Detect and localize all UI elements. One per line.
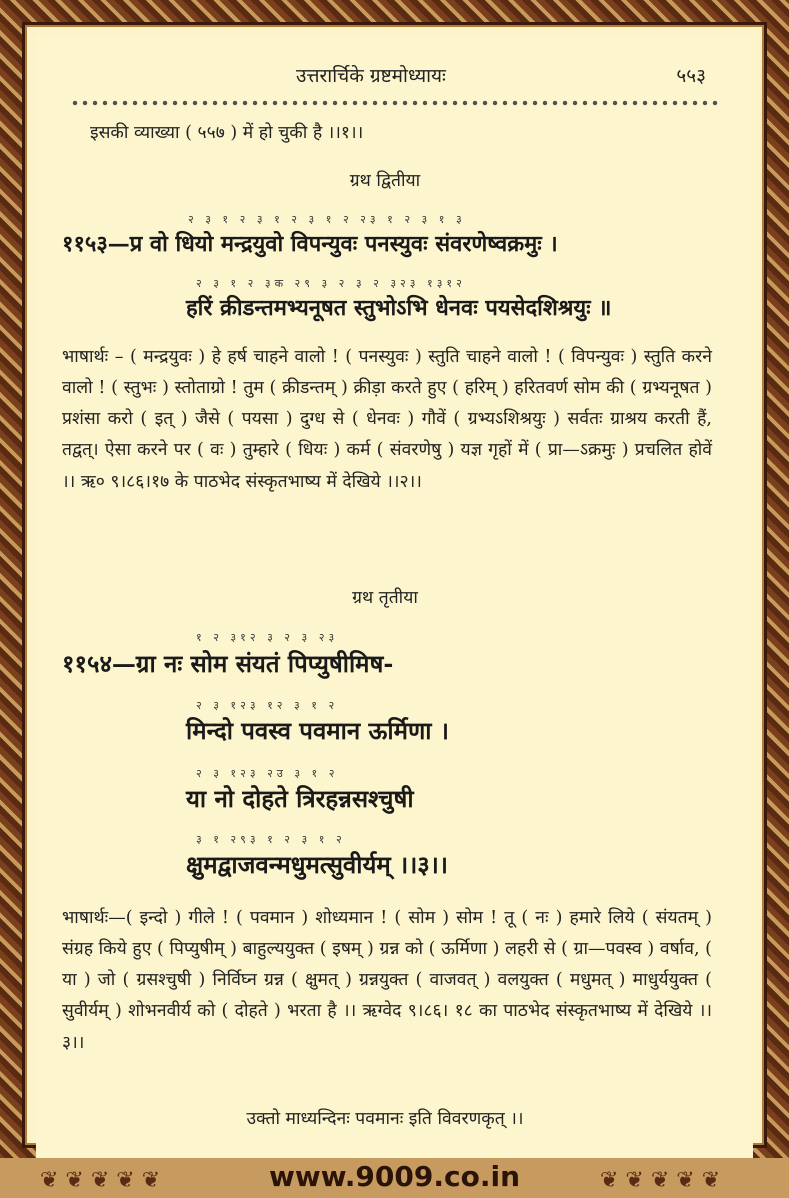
header-title: उत्तरार्चिके ग्रष्टमोध्यायः <box>296 65 446 87</box>
verse-1154-line4: क्षुमद्वाजवन्मधुमत्सुवीर्यम् ।।३।। <box>186 850 448 879</box>
accent-marks: २ ३ १ २ ३क २९ ३ २ ३ २ ३२३ १३१२ <box>196 277 466 290</box>
intro-line: इसकी व्याख्या ( ५५७ ) में हो चुकी है ।।१।। <box>90 123 364 143</box>
running-header <box>60 60 710 90</box>
accent-marks: १ २ ३१२ ३ २ ३ २३ <box>196 631 339 644</box>
verse-1154-line1: ११५४—ग्रा नः सोम संयतं पिप्युषीमिष- <box>62 649 394 678</box>
ornament-icon: ❦ ❦ ❦ ❦ ❦ <box>600 1168 721 1193</box>
accent-marks: २ ३ १२३ २उ ३ १ २ <box>196 767 339 780</box>
verse-1154-line2: मिन्दो पवस्व पवमान ऊर्मिणा । <box>186 716 449 745</box>
closing-line: उक्तो माध्यन्दिनः पवमानः इति विवरणकृत् ।। <box>246 1109 524 1129</box>
verse-1154-line3: या नो दोहते त्रिरहन्नसश्चुषी <box>186 784 414 813</box>
accent-marks: २ ३ १२३ १२ ३ १ २ <box>196 699 339 712</box>
section3-commentary: भाषार्थः—( इन्दो ) गीले ! ( पवमान ) शोध्यमान ! ( सोम ) सोम ! तू ( नः ) हमारे लिये ( संयतम् ) संग्रह किये हुए ( पिप्युषीम् ) बाहुल्ययुक्त ( इषम् ) ग्रन्न को ( ऊर्मिणा ) लहरी से ( ग्रा—पवस्व ) वर्षाव, ( या ) जो ( ग्रसश्चुषी ) निर्विघ्न ग्रन्न ( क्षुमत् ) ग्रन्नयुक्त ( वाजवत् ) वलयुक्त ( मधुमत् ) माधुर्ययुक्त ( सुवीर्यम् ) शोभनवीर्य को ( दोहते ) भरता है ।। ऋग्वेद ९।८६। १८ का पाठभेद संस्कृतभाष्य में देखिये ।।३।। <box>62 908 712 1053</box>
section3-heading: ग्रथ तृतीया <box>352 588 418 608</box>
page-number: ५५३ <box>676 65 706 87</box>
ornament-icon: ❦ ❦ ❦ ❦ ❦ <box>40 1168 161 1193</box>
accent-marks: २ ३ १ २ ३ १ २ ३ १ २ २३ १ २ ३ १ ३ <box>188 213 466 226</box>
header-rule <box>70 97 718 109</box>
section2-heading: ग्रथ द्वितीया <box>349 171 421 191</box>
footer-url[interactable]: www.9009.co.in <box>268 1160 520 1193</box>
verse-1153-line2: हरिं क्रीडन्तमभ्यनूषत स्तुभोऽभि धेनवः पयसेदशिश्रयुः ॥ <box>186 295 612 321</box>
accent-marks: ३ १ २९३ १ २ ३ १ २ <box>196 833 346 846</box>
section2-commentary: भाषार्थः – ( मन्द्रयुवः ) हे हर्ष चाहने वालो ! ( पनस्युवः ) स्तुति चाहने वालो ! ( विपन्युवः ) स्तुति करने वालो ! ( स्तुभः ) स्तोताग्रो ! तुम ( क्रीडन्तम् ) क्रीड़ा करते हुए ( हरिम् ) हरितवर्ण सोम की ( ग्रभ्यनूषत ) प्रशंसा करो ( इत् ) जैसे ( पयसा ) दुग्ध से ( धेनवः ) गौवें ( ग्रभ्यऽशिश्रयुः ) सर्वतः ग्राश्रय करती हैं, तद्वत्। ऐसा करने पर ( वः ) तुम्हारे ( धियः ) कर्म ( संवरणेषु ) यज्ञ गृहों में ( प्रा—ऽक्रमुः ) प्रचलित होवें ।। ऋ० ९।८६।१७ के पाठभेद संस्कृतभाष्य में देखिये ।।२।। <box>62 347 712 492</box>
verse-1153-line1: ११५३—प्र वो धियो मन्द्रयुवो विपन्युवः पनस्युवः संवरणेष्वक्रमुः । <box>62 231 558 257</box>
